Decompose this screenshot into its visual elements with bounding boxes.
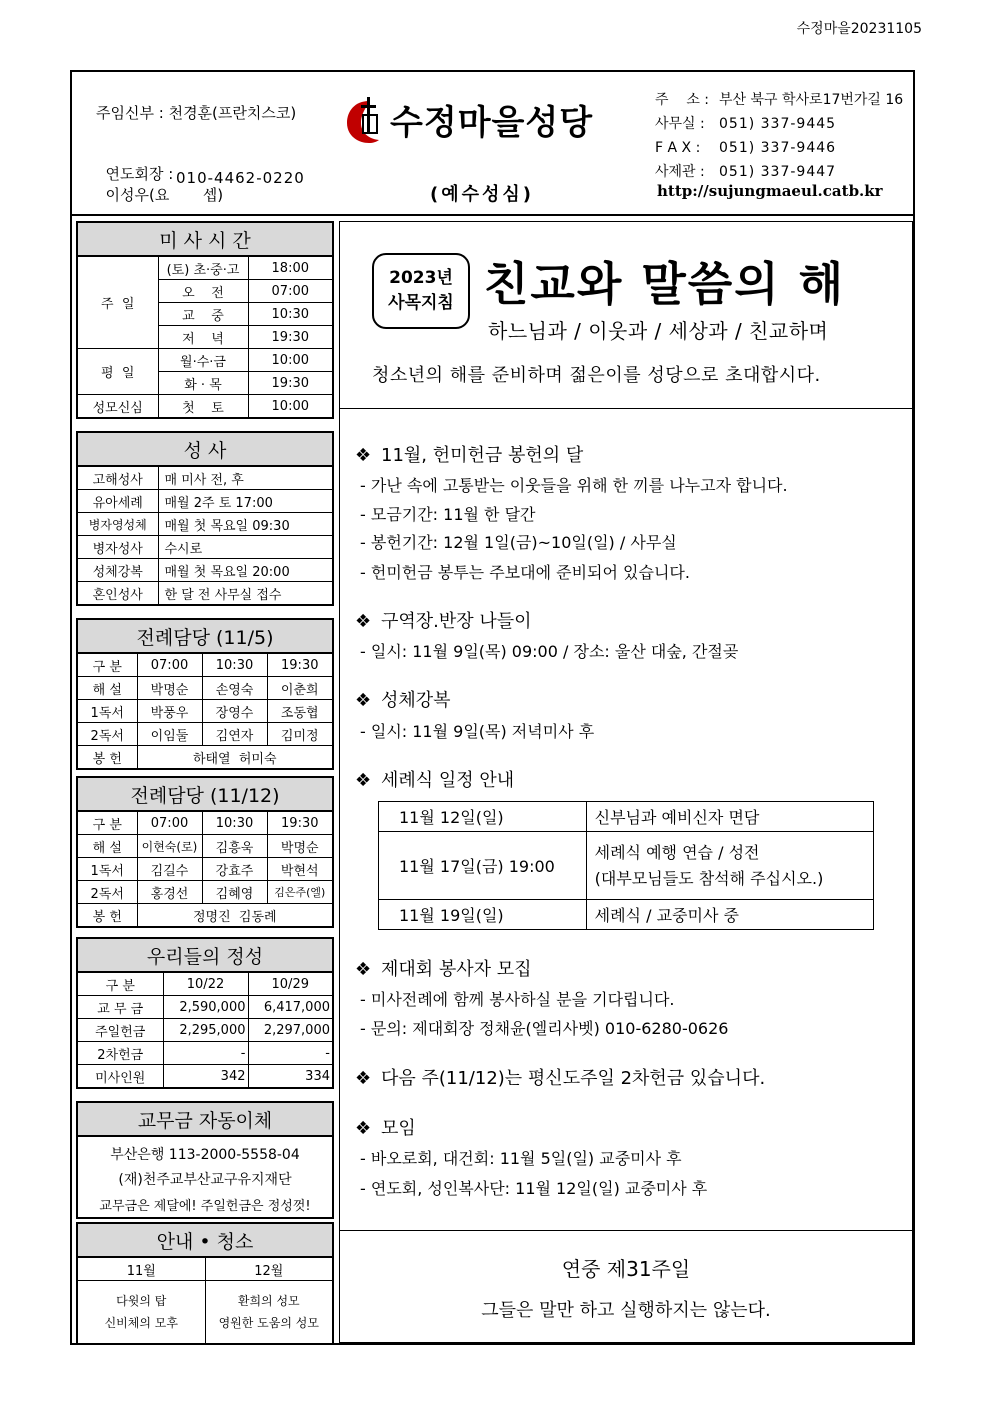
- theme-divider: [339, 408, 913, 409]
- cleaning-table: [76, 1222, 334, 1345]
- offering-header: 10/29: [248, 972, 333, 996]
- notice-title: [355, 686, 451, 712]
- liturgy-role: 봉 헌: [77, 904, 137, 928]
- liturgy-cell: 박풍우: [137, 700, 202, 723]
- gospel-phrase: 그들은 말만 하고 실행하지는 않는다.: [481, 1300, 771, 1321]
- offering-value: 2,297,000: [248, 1019, 333, 1042]
- notice-title: [355, 1064, 765, 1090]
- liturgy-role: 2독서: [77, 723, 137, 746]
- cleaning-group: 다윗의 탑: [116, 1294, 167, 1308]
- offering-header: 구 분: [77, 972, 163, 996]
- liturgy-table-1112: [76, 776, 334, 928]
- pastor-line: [96, 102, 296, 123]
- offerings-table: [76, 937, 334, 1089]
- mass-time: 19:30: [248, 372, 333, 395]
- president-label: 연도회장 :: [105, 165, 174, 183]
- notice-item: - 일시: 11월 9일(목) 09:00 / 장소: 울산 대숲, 간절곶: [360, 642, 739, 661]
- baptism-date: 11월 12일(일): [379, 802, 587, 832]
- sacraments-table: [76, 431, 334, 606]
- mass-time: 10:30: [248, 303, 333, 326]
- sacrament-value: 매 미사 전, 후: [158, 466, 333, 490]
- liturgy-header: 구 분: [77, 653, 137, 677]
- liturgy-cell: 박명순: [137, 677, 202, 700]
- mass-name: 오 전: [158, 280, 248, 303]
- sunday-label: 주 일: [77, 256, 158, 349]
- liturgy-header: 07:00: [137, 653, 202, 677]
- account-holder: (재)천주교부산교구유지재단: [118, 1171, 292, 1188]
- liturgy-offering: 하태열 허미숙: [137, 746, 333, 770]
- mass-name: 교 중: [158, 303, 248, 326]
- liturgy-header: 19:30: [267, 653, 333, 677]
- diamond-bullet-icon: ❖: [355, 445, 372, 466]
- sacrament-name: 혼인성사: [77, 582, 158, 606]
- liturgy-header: 구 분: [77, 811, 137, 835]
- mass-times-table: [76, 221, 334, 419]
- diamond-bullet-icon: ❖: [355, 1068, 372, 1089]
- parish-subtitle: (예수성심): [430, 184, 535, 205]
- liturgy-role: 2독서: [77, 881, 137, 904]
- offering-value: 334: [248, 1065, 333, 1089]
- liturgy-cell: 손영숙: [202, 677, 267, 700]
- mass-time: 10:00: [248, 395, 333, 419]
- liturgy-role: 1독서: [77, 700, 137, 723]
- year-badge: [372, 253, 470, 329]
- address: 부산 북구 학사로17번가길 16: [719, 92, 904, 108]
- baptism-date: 11월 17일(금) 19:00: [379, 832, 587, 900]
- offering-label: 미사인원: [77, 1065, 163, 1089]
- sacrament-name: 병자영성체: [77, 513, 158, 536]
- liturgy-offering: 정명진 김동례: [137, 904, 333, 928]
- liturgy-header: 19:30: [267, 811, 333, 835]
- liturgy-role: 해 설: [77, 835, 137, 858]
- diamond-bullet-icon: ❖: [355, 959, 372, 980]
- diamond-bullet-icon: ❖: [355, 611, 372, 632]
- mass-times-title: 미 사 시 간: [77, 222, 333, 256]
- offering-header: 10/22: [163, 972, 248, 996]
- notice-item: - 문의: 제대회장 정채윤(엘리사벳) 010-6280-0626: [360, 1019, 729, 1038]
- offerings-title: 우리들의 정성: [77, 938, 333, 972]
- notice-item: - 바오로회, 대건회: 11월 5일(일) 교중미사 후: [360, 1149, 682, 1168]
- cleaning-title: 안내 • 청소: [77, 1223, 333, 1257]
- offering-value: 2,295,000: [163, 1019, 248, 1042]
- baptism-event: 세례식 / 교중미사 중: [586, 900, 873, 930]
- president-name: 이성우(요 셉): [105, 186, 224, 204]
- notice-item: - 가난 속에 고통받는 이웃들을 위해 한 끼를 나누고자 합니다.: [360, 476, 788, 495]
- liturgy-table-1105: [76, 618, 334, 770]
- liturgy-role: 1독서: [77, 858, 137, 881]
- notice-title: [355, 955, 532, 981]
- sunday-divider: [339, 1230, 913, 1231]
- notice-title-text: 구역장.반장 나들이: [381, 611, 532, 632]
- sacrament-name: 유아세례: [77, 490, 158, 513]
- liturgy-cell: 김은주(엘): [267, 881, 333, 904]
- sunday-title: 연중 제31주일: [561, 1257, 691, 1281]
- pastoral-invite: 청소년의 해를 준비하며 젊은이를 성당으로 초대합시다.: [372, 365, 821, 386]
- pastor-name: 천경훈(프란치스코): [168, 104, 297, 122]
- cleaning-group: 영원한 도움의 성모: [218, 1316, 319, 1330]
- liturgy-title: 전례담당 (11/12): [77, 777, 333, 811]
- fax-row: [655, 136, 903, 160]
- liturgy-cell: 강효주: [202, 858, 267, 881]
- fax-label: F A X :: [655, 140, 701, 156]
- offering-value: -: [163, 1042, 248, 1065]
- rectory-row: [655, 160, 903, 184]
- office-label: 사무실 :: [655, 116, 705, 132]
- liturgy-cell: 조동협: [267, 700, 333, 723]
- liturgy-cell: 이현숙(로): [137, 835, 202, 858]
- president-phone: 010-4462-0220: [176, 169, 305, 187]
- notice-title: [355, 766, 514, 792]
- pastoral-subtitle: 하느님과 / 이웃과 / 세상과 / 친교하며: [488, 319, 829, 343]
- sacrament-value: 수시로: [158, 536, 333, 559]
- notice-title-text: 세례식 일정 안내: [381, 770, 515, 791]
- liturgy-role: 봉 헌: [77, 746, 137, 770]
- cleaning-month: 12월: [205, 1257, 333, 1281]
- liturgy-header: 10:30: [202, 811, 267, 835]
- mass-name: 월·수·금: [158, 349, 248, 372]
- offering-label: 2차헌금: [77, 1042, 163, 1065]
- offering-value: -: [248, 1042, 333, 1065]
- parish-name: 수정마을성당: [390, 103, 594, 143]
- notice-item: - 모금기간: 11월 한 달간: [360, 505, 536, 524]
- pastoral-title: 친교와 말씀의 해: [484, 257, 846, 311]
- saturday-label: 성모신심: [77, 395, 158, 419]
- liturgy-header: 10:30: [202, 653, 267, 677]
- liturgy-cell: 박명순: [267, 835, 333, 858]
- baptism-event: 세례식 예행 연습 / 성전: [594, 842, 760, 862]
- notice-item: - 헌미헌금 봉투는 주보대에 준비되어 있습니다.: [360, 563, 690, 582]
- offering-label: 주일헌금: [77, 1019, 163, 1042]
- cleaning-group: 신비체의 모후: [104, 1316, 178, 1330]
- sacrament-value: 매월 2주 토 17:00: [158, 490, 333, 513]
- notice-title-text: 제대회 봉사자 모집: [381, 959, 532, 980]
- notice-title-text: 성체강복: [381, 690, 451, 711]
- notice-title-text: 11월, 헌미헌금 봉헌의 달: [381, 445, 584, 466]
- mass-time: 18:00: [248, 256, 333, 280]
- liturgy-role: 해 설: [77, 677, 137, 700]
- office-phone: 051) 337-9445: [719, 116, 837, 132]
- cleaning-nov: [77, 1281, 205, 1345]
- mass-name: 화 · 목: [158, 372, 248, 395]
- diamond-bullet-icon: ❖: [355, 770, 372, 791]
- diamond-bullet-icon: ❖: [355, 690, 372, 711]
- baptism-event: 신부님과 예비신자 면담: [586, 802, 873, 832]
- offering-value: 2,590,000: [163, 996, 248, 1019]
- address-row: [655, 88, 903, 112]
- liturgy-cell: 장영수: [202, 700, 267, 723]
- notice-item: - 봉헌기간: 12월 1일(금)~10일(일) / 사무실: [360, 533, 677, 552]
- offering-label: 교 무 금: [77, 996, 163, 1019]
- liturgy-cell: 김길수: [137, 858, 202, 881]
- baptism-event-note: (대부모님들도 참석해 주십시오.): [594, 868, 824, 888]
- notice-title: [355, 1114, 416, 1140]
- liturgy-title: 전례담당 (11/5): [77, 619, 333, 653]
- cleaning-group: 환희의 성모: [237, 1294, 300, 1308]
- header-divider: [70, 214, 915, 216]
- sacrament-value: 매월 첫 목요일 09:30: [158, 513, 333, 536]
- baptism-schedule-table: [378, 801, 874, 930]
- website-link[interactable]: http://sujungmaeul.catb.kr: [657, 182, 883, 200]
- fax-number: 051) 337-9446: [719, 140, 837, 156]
- notice-title: [355, 607, 532, 633]
- liturgy-cell: 김혜영: [202, 881, 267, 904]
- rectory-phone: 051) 337-9447: [719, 164, 837, 180]
- sacrament-name: 병자성사: [77, 536, 158, 559]
- rectory-label: 사제관 :: [655, 164, 705, 180]
- mass-name: 저 녁: [158, 326, 248, 349]
- document-id: 수정마을20231105: [796, 21, 922, 37]
- address-label: 주 소 :: [655, 92, 710, 108]
- contact-info: [655, 88, 903, 184]
- diamond-bullet-icon: ❖: [355, 1118, 372, 1139]
- liturgy-cell: 이임둘: [137, 723, 202, 746]
- mass-name: (토) 초·중·고: [158, 256, 248, 280]
- offering-value: 342: [163, 1065, 248, 1089]
- liturgy-cell: 홍경선: [137, 881, 202, 904]
- badge-year: 2023년: [389, 268, 453, 288]
- notice-item: - 일시: 11월 9일(목) 저녁미사 후: [360, 722, 595, 741]
- mass-time: 07:00: [248, 280, 333, 303]
- office-row: [655, 112, 903, 136]
- sacraments-title: 성 사: [77, 432, 333, 466]
- transfer-note: 교무금은 제달에! 주일헌금은 정성껏!: [99, 1198, 311, 1214]
- liturgy-cell: 김흥욱: [202, 835, 267, 858]
- badge-label: 사목지침: [388, 293, 454, 313]
- notice-item: - 연도회, 성인복사단: 11월 12일(일) 교중미사 후: [360, 1179, 708, 1198]
- mass-name: 첫 토: [158, 395, 248, 419]
- weekday-label: 평 일: [77, 349, 158, 395]
- liturgy-cell: 김미정: [267, 723, 333, 746]
- sacrament-name: 성체강복: [77, 559, 158, 582]
- offering-value: 6,417,000: [248, 996, 333, 1019]
- cleaning-dec: [205, 1281, 333, 1345]
- baptism-event-cell: [586, 832, 873, 900]
- auto-transfer-box: [76, 1101, 334, 1219]
- liturgy-cell: 김연자: [202, 723, 267, 746]
- auto-transfer-title: 교무금 자동이체: [77, 1102, 333, 1136]
- notice-item: - 미사전례에 함께 봉사하실 분을 기다립니다.: [360, 990, 675, 1009]
- parish-logo-icon: [345, 93, 387, 145]
- sacrament-value: 한 달 전 사무실 접수: [158, 582, 333, 606]
- mass-time: 19:30: [248, 326, 333, 349]
- liturgy-cell: 이춘희: [267, 677, 333, 700]
- sacrament-value: 매월 첫 목요일 20:00: [158, 559, 333, 582]
- liturgy-cell: 박현석: [267, 858, 333, 881]
- cleaning-month: 11월: [77, 1257, 205, 1281]
- bank-account: 부산은행 113-2000-5558-04: [110, 1146, 300, 1163]
- baptism-date: 11월 19일(일): [379, 900, 587, 930]
- pastor-label: 주임신부 :: [96, 104, 164, 122]
- notice-title-text: 모임: [381, 1118, 416, 1139]
- sacrament-name: 고해성사: [77, 466, 158, 490]
- liturgy-header: 07:00: [137, 811, 202, 835]
- notice-title-text: 다음 주(11/12)는 평신도주일 2차헌금 있습니다.: [381, 1068, 766, 1089]
- notice-title: [355, 441, 583, 467]
- mass-time: 10:00: [248, 349, 333, 372]
